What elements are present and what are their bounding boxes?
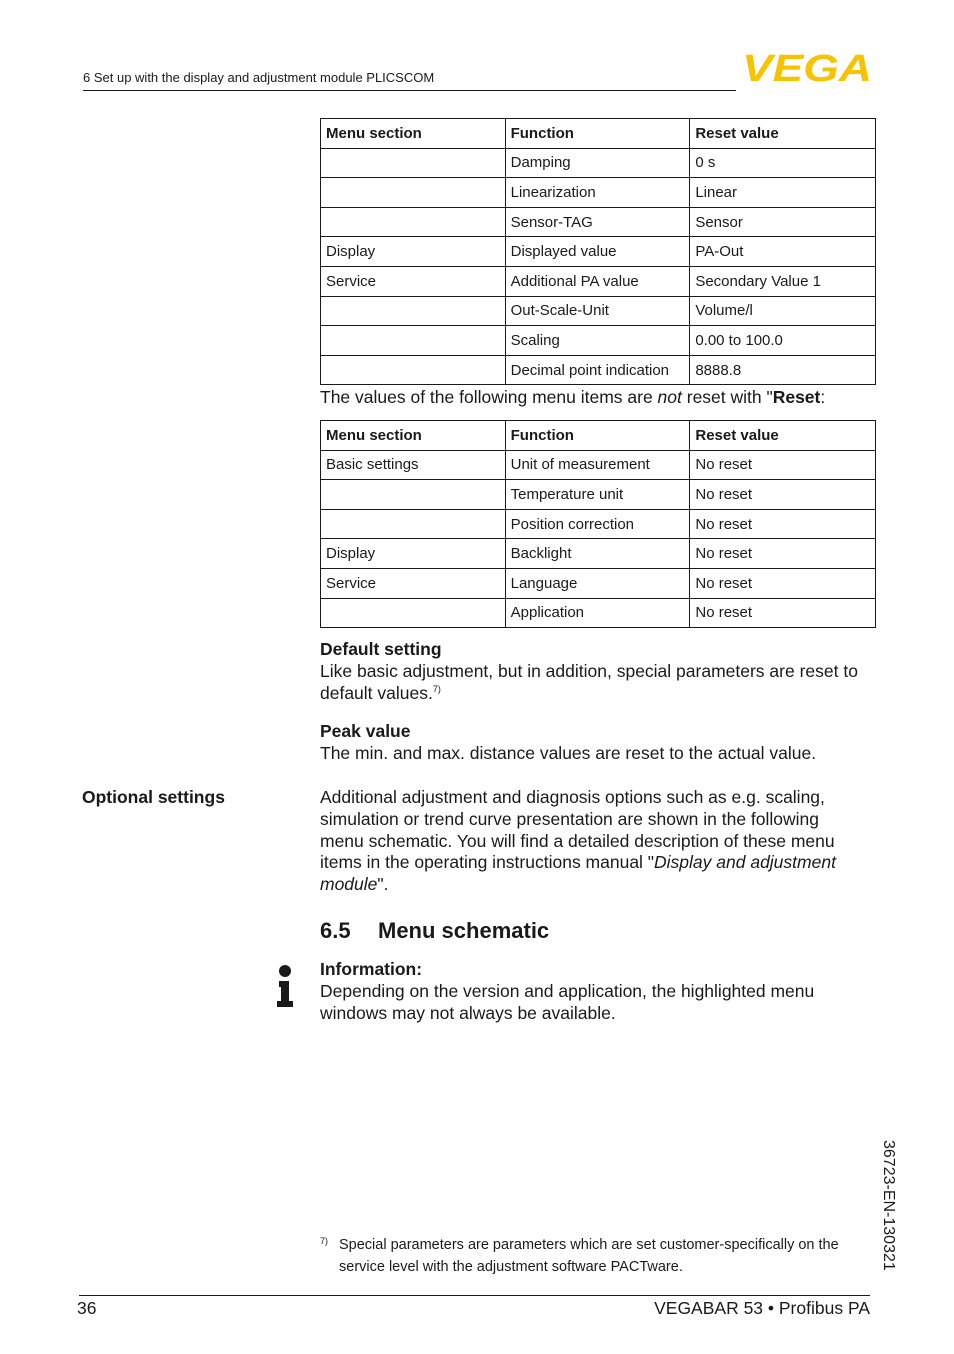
document-id: 36723-EN-130321 bbox=[880, 1140, 897, 1271]
table-cell: No reset bbox=[690, 450, 876, 480]
table-cell bbox=[321, 355, 506, 385]
optional-settings-label: Optional settings bbox=[82, 787, 225, 807]
peak-value-block bbox=[320, 721, 880, 765]
table-cell: Service bbox=[321, 266, 506, 296]
table-cell: No reset bbox=[690, 539, 876, 569]
table-cell: No reset bbox=[690, 480, 876, 510]
vega-logo bbox=[742, 52, 872, 84]
reset-values-table bbox=[320, 118, 876, 385]
intro-reset-term: Reset bbox=[772, 387, 821, 407]
table-row bbox=[321, 509, 876, 539]
peak-value-text: The min. and max. distance values are reset to the actual value. bbox=[320, 742, 817, 763]
table-cell bbox=[321, 207, 506, 237]
table-cell: Display bbox=[321, 539, 506, 569]
table-cell: Sensor-TAG bbox=[505, 207, 690, 237]
table-cell: Secondary Value 1 bbox=[690, 266, 876, 296]
footnote-mark: 7) bbox=[320, 1236, 329, 1246]
section-heading bbox=[320, 918, 549, 944]
information-title: Information: bbox=[320, 959, 423, 979]
table-header-row bbox=[321, 119, 876, 149]
intro-text: The values of the following menu items are bbox=[320, 387, 658, 407]
table-cell: Linear bbox=[690, 178, 876, 208]
col-header-menu-section: Menu section bbox=[321, 119, 506, 149]
table-cell bbox=[321, 326, 506, 356]
table-cell bbox=[321, 148, 506, 178]
footnote-text: Special parameters are parameters which are set customer-specifically on the service level with the adjustment software PACTware. bbox=[339, 1237, 839, 1275]
table-cell bbox=[321, 296, 506, 326]
running-header: 6 Set up with the display and adjustment module PLICSCOM bbox=[83, 70, 435, 85]
not-reset-intro bbox=[320, 387, 880, 409]
table-cell: Decimal point indication bbox=[505, 355, 690, 385]
default-setting-text bbox=[320, 661, 880, 705]
intro-text: reset with " bbox=[681, 387, 773, 407]
intro-text: : bbox=[820, 387, 826, 407]
table-row bbox=[321, 326, 876, 356]
table-cell: Unit of measurement bbox=[505, 450, 690, 480]
section-title: Menu schematic bbox=[378, 918, 550, 943]
table-cell bbox=[321, 509, 506, 539]
optional-settings-text bbox=[320, 787, 865, 896]
table-cell: 0.00 to 100.0 bbox=[690, 326, 876, 356]
table-cell: Language bbox=[505, 568, 690, 598]
table-cell: Application bbox=[505, 598, 690, 628]
table-row bbox=[321, 450, 876, 480]
table-row bbox=[321, 178, 876, 208]
intro-emphasis: not bbox=[657, 387, 682, 407]
col-header-menu-section: Menu section bbox=[321, 421, 506, 451]
table-cell: Backlight bbox=[505, 539, 690, 569]
footnote bbox=[320, 1234, 865, 1278]
manual-title: Display and adjustment module bbox=[320, 852, 836, 895]
table-row bbox=[321, 266, 876, 296]
footnote-ref: 7) bbox=[432, 683, 441, 694]
table-cell: Scaling bbox=[505, 326, 690, 356]
table-cell bbox=[321, 598, 506, 628]
table-cell: No reset bbox=[690, 568, 876, 598]
table-row bbox=[321, 568, 876, 598]
col-header-function: Function bbox=[505, 119, 690, 149]
table-header-row bbox=[321, 421, 876, 451]
table-row bbox=[321, 296, 876, 326]
product-name: VEGABAR 53 • Profibus PA bbox=[654, 1298, 870, 1318]
table-cell: Sensor bbox=[690, 207, 876, 237]
header-rule bbox=[83, 90, 736, 91]
table-cell: Volume/l bbox=[690, 296, 876, 326]
optional-settings-end: ". bbox=[377, 874, 389, 895]
svg-text:VEGA: VEGA bbox=[742, 52, 872, 84]
information-block bbox=[320, 959, 865, 1024]
table-row bbox=[321, 539, 876, 569]
page-number: 36 bbox=[77, 1298, 97, 1318]
table-cell: No reset bbox=[690, 598, 876, 628]
table-row bbox=[321, 598, 876, 628]
table-row bbox=[321, 480, 876, 510]
table-cell: Temperature unit bbox=[505, 480, 690, 510]
default-setting-title: Default setting bbox=[320, 639, 442, 659]
col-header-reset-value: Reset value bbox=[690, 119, 876, 149]
table-cell bbox=[321, 480, 506, 510]
table-row bbox=[321, 355, 876, 385]
info-icon bbox=[274, 964, 296, 1008]
information-text: Depending on the version and application, the highlighted menu windows may not always be available. bbox=[320, 980, 815, 1023]
table-cell: Additional PA value bbox=[505, 266, 690, 296]
table-cell: Basic settings bbox=[321, 450, 506, 480]
table-cell: Service bbox=[321, 568, 506, 598]
table-row bbox=[321, 237, 876, 267]
table-row bbox=[321, 207, 876, 237]
peak-value-title: Peak value bbox=[320, 721, 411, 741]
table-cell: 8888.8 bbox=[690, 355, 876, 385]
default-setting-body: Like basic adjustment, but in addition, special parameters are reset to default values. bbox=[320, 660, 858, 703]
col-header-reset-value: Reset value bbox=[690, 421, 876, 451]
table-cell: Damping bbox=[505, 148, 690, 178]
table-cell: No reset bbox=[690, 509, 876, 539]
section-number: 6.5 bbox=[320, 918, 351, 943]
table-cell: 0 s bbox=[690, 148, 876, 178]
not-reset-table bbox=[320, 420, 876, 628]
table-row bbox=[321, 148, 876, 178]
table-cell bbox=[321, 178, 506, 208]
optional-settings-body: Additional adjustment and diagnosis options such as e.g. scaling, simulation or trend curve presentation are shown in the following menu schematic. You will find a detailed description of these menu items in the operating instructions manual " bbox=[320, 787, 835, 873]
table-cell: Linearization bbox=[505, 178, 690, 208]
table-cell: PA-Out bbox=[690, 237, 876, 267]
col-header-function: Function bbox=[505, 421, 690, 451]
footer-rule bbox=[79, 1295, 870, 1296]
table-cell: Position correction bbox=[505, 509, 690, 539]
table-cell: Displayed value bbox=[505, 237, 690, 267]
table-cell: Display bbox=[321, 237, 506, 267]
default-setting-block bbox=[320, 639, 880, 704]
table-cell: Out-Scale-Unit bbox=[505, 296, 690, 326]
